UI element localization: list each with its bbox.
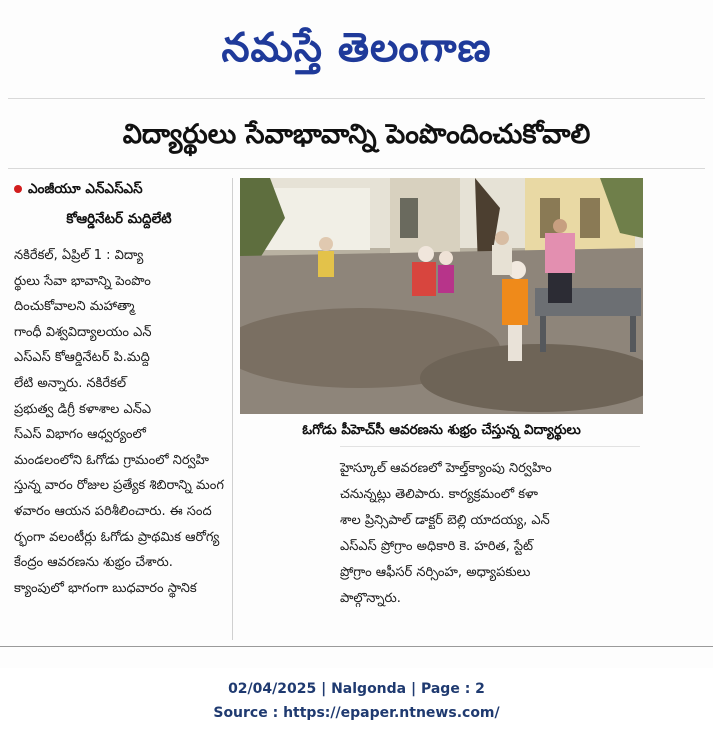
body-line: నకిరేకల్, ఏప్రిల్ 1 : విద్యా: [14, 248, 144, 263]
body-line: శాల ప్రిన్సిపాల్ డాక్టర్ బెల్లి యాదయ్య, ఎన్: [340, 513, 550, 528]
divider: [8, 98, 705, 99]
byline-line-2: కోఆర్డినేటర్ మద్దిలేటి: [66, 211, 172, 227]
body-line: ర్థులు సేవా భావాన్ని పెంపొం: [14, 273, 151, 289]
body-line: స్తున్న వారం రోజుల ప్రత్యేక శిబిరాన్ని మంగ: [14, 478, 224, 494]
body-line: చనున్నట్లు తెలిపారు. కార్యక్రమంలో కళా: [340, 487, 539, 502]
body-line: లేటి అన్నారు. నకిరేకల్: [14, 375, 127, 391]
byline-text: ఎంజీయూ ఎన్ఎస్ఎస్: [28, 181, 143, 197]
byline-line-1: [14, 176, 234, 202]
divider: [340, 446, 640, 447]
body-line: ర్భంగా వలంటీర్లు ఓగోడు ప్రాథమిక ఆరోగ్య: [14, 529, 220, 545]
body-line: ప్రభుత్వ డిగ్రీ కళాశాల ఎన్ఎ: [14, 401, 152, 417]
divider: [8, 168, 705, 169]
body-line: కేంద్రం ఆవరణను శుభ్రం చేశారు.: [14, 555, 173, 571]
body-line: మండలంలోని ఓగోడు గ్రామంలో నిర్వహి: [14, 452, 209, 468]
body-line: పాల్గొన్నారు.: [340, 591, 401, 606]
masthead-title: నమస్తే తెలంగాణ: [221, 25, 492, 71]
body-line: ఎస్ఎస్ కోఆర్డినేటర్ పి.మద్ది: [14, 350, 150, 366]
bullet-icon: [14, 185, 22, 193]
article-body-right: [340, 456, 640, 612]
photo-caption: ఓగోడు పీహెచ్‌సీ ఆవరణను శుభ్రం చేస్తున్న విద్యార్థులు: [302, 422, 581, 438]
body-line: ళవారం ఆయన పరిశీలించారు. ఈ సంద: [14, 503, 212, 519]
clipping-bottom-edge: [0, 646, 713, 647]
footer-date-edition: 02/04/2025 | Nalgonda | Page : 2: [228, 681, 485, 697]
body-line: ప్రోగ్రాం ఆఫీసర్ నర్సింహ, అధ్యాపకులు: [340, 565, 531, 580]
body-line: స్ఎస్ విభాగం ఆధ్వర్యంలో: [14, 427, 146, 443]
photo-illustration: [240, 178, 643, 414]
body-line: గాంధీ విశ్వవిద్యాలయం ఎన్: [14, 324, 152, 340]
news-photo: [240, 178, 643, 414]
body-line: క్యాంపులో భాగంగా బుధవారం స్థానిక: [14, 580, 197, 596]
body-line: దించుకోవాలని మహాత్మా: [14, 299, 135, 315]
body-line: హైస్కూల్ ఆవరణలో హెల్త్‌క్యాంపు నిర్వహిం: [340, 461, 552, 476]
footer-source: Source : https://epaper.ntnews.com/: [213, 705, 500, 721]
article-headline: విద్యార్థులు సేవాభావాన్ని పెంపొందించుకోవాలి: [122, 119, 591, 150]
body-line: ఎస్ఎస్ ప్రోగ్రాం అధికారి కె. హరిత, స్టేట్: [340, 539, 534, 554]
column-divider: [232, 178, 233, 640]
article-body-left: [14, 243, 228, 601]
